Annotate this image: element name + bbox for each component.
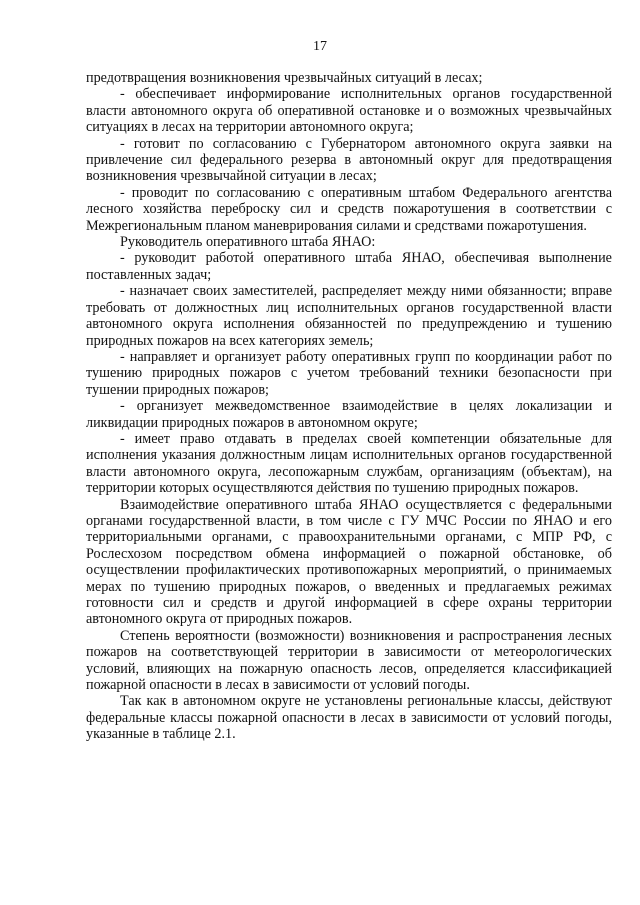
page-number: 17 xyxy=(313,39,327,54)
paragraph-13: Так как в автономном округе не установлены региональные классы, действуют федеральные классы пожарной опасности в лесах в зависимости от условий погоды, указанные в таблице 2.1. xyxy=(86,693,612,743)
body-text xyxy=(86,70,612,743)
paragraph-12: Степень вероятности (возможности) возникновения и распространения лесных пожаров на соответствующей территории в зависимости от метеорологических условий, влияющих на пожарную опасность лесов, определяется классификацией пожарной опасности в лесах в зависимости от условий погоды. xyxy=(86,627,612,694)
paragraph-2: - обеспечивает информирование исполнительных органов государственной власти автономного округа об оперативной остановке и о возможных чрезвычайных ситуациях в лесах на территории автономного округа; xyxy=(86,86,612,136)
paragraph-5: Руководитель оперативного штаба ЯНАО: xyxy=(120,234,376,251)
paragraph-9: - организует межведомственное взаимодействие в целях локализации и ликвидации природных пожаров в автономном округе; xyxy=(86,398,612,431)
paragraph-6: - руководит работой оперативного штаба ЯНАО, обеспечивая выполнение поставленных задач; xyxy=(86,250,612,283)
paragraph-3: - готовит по согласованию с Губернатором автономного округа заявки на привлечение сил федерального резерва в автономный округ для предотвращения возникновения чрезвычайной ситуации в лесах; xyxy=(86,135,612,185)
paragraph-10: - имеет право отдавать в пределах своей компетенции обязательные для исполнения указания должностным лицам исполнительных органов государственной власти автономного округа, лесопожарным службам, организациям (объектам), на территории которых осуществляются действия по тушению природных пожаров. xyxy=(86,430,612,497)
paragraph-8: - направляет и организует работу оперативных групп по координации работ по тушению природных пожаров с учетом требований техники безопасности при тушении природных пожаров; xyxy=(86,348,612,398)
paragraph-1: предотвращения возникновения чрезвычайных ситуаций в лесах; xyxy=(86,70,483,86)
paragraph-7: - назначает своих заместителей, распределяет между ними обязанности; вправе требовать от должностных лиц исполнительных органов государственной власти автономного округа исполнения обязанностей по предупреждению и тушению природных пожаров на всех категориях земель; xyxy=(86,283,612,349)
paragraph-4: - проводит по согласованию с оперативным штабом Федерального агентства лесного хозяйства переброску сил и средств пожаротушения в соответствии с Межрегиональным планом маневрирования силами и средствами пожаротушения. xyxy=(86,184,612,234)
paragraph-11: Взаимодействие оперативного штаба ЯНАО осуществляется с федеральными органами государственной власти, в том числе с ГУ МЧС России по ЯНАО и его территориальными органами, с правоохранительными органами, с МПР РФ, с Рослесхозом посредством обмена информацией о пожарной обстановке, об осуществлении профилактических противопожарных мероприятий, о принимаемых мерах по тушению природных пожаров, о введенных и предлагаемых режимах готовности сил и средств и другой информацией в сфере охраны территории автономного округа от природных пожаров. xyxy=(86,496,612,628)
